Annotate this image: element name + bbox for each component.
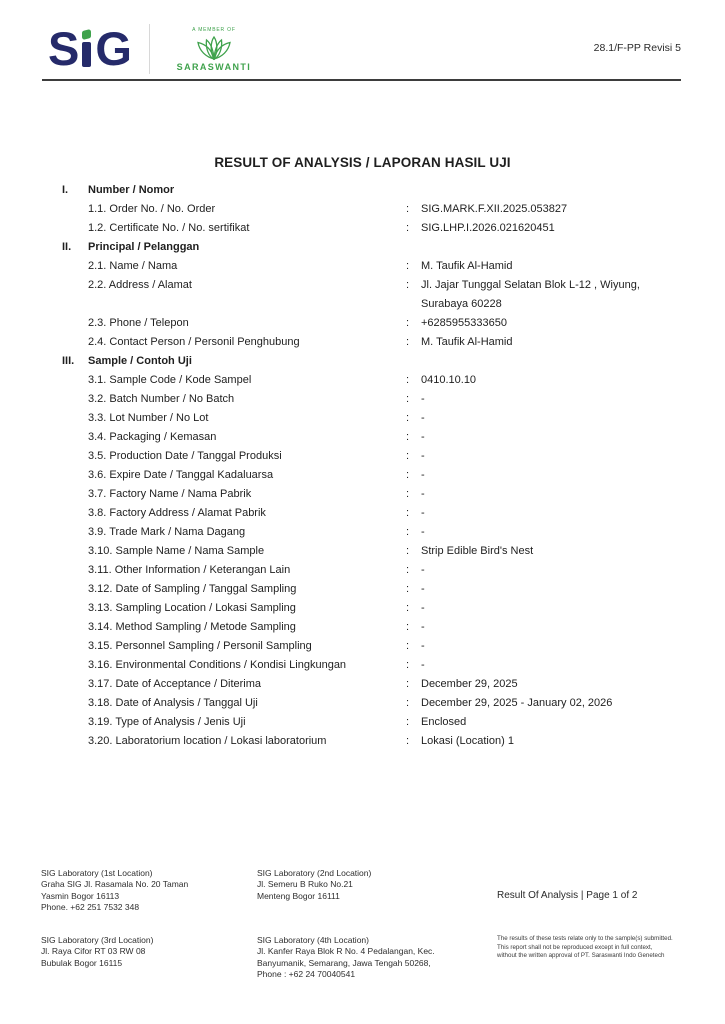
field-value: - [421, 621, 425, 633]
field-row [62, 200, 681, 219]
field-value: - [421, 469, 425, 481]
header-divider-line [42, 79, 681, 81]
field-value: - [421, 659, 425, 671]
lab-address-line: Graha SIG Jl. Rasamala No. 20 Taman [41, 879, 189, 890]
report-body [62, 181, 681, 751]
field-value: - [421, 450, 425, 462]
colon-separator: : [406, 488, 410, 500]
saraswanti-label: SARASWANTI [176, 61, 252, 72]
colon-separator: : [406, 279, 410, 291]
field-value: M. Taufik Al-Hamid [421, 260, 513, 272]
section-title: Number / Nomor [88, 184, 175, 196]
lab-name: SIG Laboratory (2nd Location) [257, 868, 372, 878]
field-row [62, 561, 681, 580]
report-title: RESULT OF ANALYSIS / LAPORAN HASIL UJI [214, 155, 511, 170]
sig-logo-letter-g: G [95, 22, 131, 75]
field-value: - [421, 488, 425, 500]
colon-separator: : [406, 393, 410, 405]
lab-address-3 [41, 935, 153, 969]
section-numeral: I. [62, 184, 69, 196]
section-header-number [62, 181, 681, 200]
field-row [62, 257, 681, 276]
field-label: 3.16. Environmental Conditions / Kondisi Lingkungan [88, 659, 347, 671]
colon-separator: : [406, 678, 410, 690]
lab-address-line: Phone : +62 24 70040541 [257, 969, 356, 980]
section-header-principal [62, 238, 681, 257]
field-value: Jl. Jajar Tunggal Selatan Blok L-12 , Wiyung, Surabaya 60228 [421, 279, 640, 310]
field-label: 3.15. Personnel Sampling / Personil Sampling [88, 640, 312, 652]
field-label: 3.19. Type of Analysis / Jenis Uji [88, 716, 246, 728]
field-row [62, 732, 681, 751]
field-label: 3.20. Laboratorium location / Lokasi laboratorium [88, 735, 327, 747]
field-label: 2.1. Name / Nama [88, 260, 178, 272]
colon-separator: : [406, 374, 410, 386]
section-header-sample [62, 352, 681, 371]
lab-address-line: Jl. Kanfer Raya Blok R No. 4 Pedalangan, Kec. [257, 946, 435, 957]
member-of-label: A MEMBER OF [192, 26, 236, 33]
lab-address-line: Banyumanik, Semarang, Jawa Tengah 50268, [257, 957, 431, 968]
colon-separator: : [406, 583, 410, 595]
field-value: - [421, 640, 425, 652]
field-row [62, 390, 681, 409]
field-row [62, 523, 681, 542]
lab-address-line: Phone. +62 251 7532 348 [41, 902, 140, 913]
colon-separator: : [406, 203, 410, 215]
field-row [62, 504, 681, 523]
colon-separator: : [406, 469, 410, 481]
field-row [62, 428, 681, 447]
field-row [62, 599, 681, 618]
field-label: 3.10. Sample Name / Nama Sample [88, 545, 265, 557]
field-label: 3.6. Expire Date / Tanggal Kadaluarsa [88, 469, 274, 481]
field-value: Strip Edible Bird's Nest [421, 545, 534, 557]
field-value: SIG.LHP.I.2026.021620451 [421, 222, 555, 234]
colon-separator: : [406, 659, 410, 671]
colon-separator: : [406, 507, 410, 519]
field-value: December 29, 2025 - January 02, 2026 [421, 697, 613, 709]
sig-logo [48, 22, 131, 75]
field-label: 2.4. Contact Person / Personil Penghubung [88, 336, 300, 348]
field-value: - [421, 526, 425, 538]
lab-name: SIG Laboratory (1st Location) [41, 868, 153, 878]
field-label: 3.5. Production Date / Tanggal Produksi [88, 450, 282, 462]
field-label: 1.1. Order No. / No. Order [88, 203, 216, 215]
lotus-leaf-icon [195, 34, 233, 61]
colon-separator: : [406, 545, 410, 557]
field-label: 2.2. Address / Alamat [88, 279, 192, 291]
field-label: 3.12. Date of Sampling / Tanggal Sampling [88, 583, 297, 595]
field-value: Enclosed [421, 716, 467, 728]
field-row [62, 333, 681, 352]
disclaimer-line: The results of these tests relate only to the sample(s) submitted. [497, 935, 673, 942]
lab-name: SIG Laboratory (4th Location) [257, 935, 369, 945]
lab-address-line: Jl. Raya Cifor RT 03 RW 08 [41, 946, 146, 957]
logo-divider [149, 24, 150, 74]
field-label: 3.9. Trade Mark / Nama Dagang [88, 526, 246, 538]
field-row [62, 447, 681, 466]
field-row [62, 485, 681, 504]
field-row [62, 675, 681, 694]
field-value: - [421, 393, 425, 405]
colon-separator: : [406, 697, 410, 709]
field-label: 3.14. Method Sampling / Metode Sampling [88, 621, 296, 633]
field-row [62, 371, 681, 390]
field-row [62, 542, 681, 561]
field-value: - [421, 602, 425, 614]
logo-row [42, 24, 262, 74]
sig-logo-letter-s: S [48, 22, 79, 75]
colon-separator: : [406, 716, 410, 728]
field-value: - [421, 583, 425, 595]
field-label: 3.7. Factory Name / Nama Pabrik [88, 488, 252, 500]
colon-separator: : [406, 564, 410, 576]
colon-separator: : [406, 431, 410, 443]
disclaimer-text [497, 935, 687, 961]
colon-separator: : [406, 735, 410, 747]
colon-separator: : [406, 317, 410, 329]
field-value: M. Taufik Al-Hamid [421, 336, 513, 348]
lab-name: SIG Laboratory (3rd Location) [41, 935, 154, 945]
field-value: - [421, 412, 425, 424]
saraswanti-logo [166, 27, 262, 72]
field-value: - [421, 431, 425, 443]
lab-address-line: Bubulak Bogor 16115 [41, 957, 123, 968]
field-row [62, 713, 681, 732]
document-number: 28.1/F-PP Revisi 5 [593, 42, 681, 54]
field-row [62, 466, 681, 485]
field-row [62, 580, 681, 599]
field-label: 1.2. Certificate No. / No. sertifikat [88, 222, 250, 234]
field-value: - [421, 564, 425, 576]
colon-separator: : [406, 640, 410, 652]
colon-separator: : [406, 526, 410, 538]
field-label: 3.8. Factory Address / Alamat Pabrik [88, 507, 266, 519]
colon-separator: : [406, 450, 410, 462]
field-row [62, 276, 681, 314]
section-numeral: II. [62, 241, 72, 253]
field-value: Lokasi (Location) 1 [421, 735, 514, 747]
section-title: Sample / Contoh Uji [88, 355, 192, 367]
sig-logo-i-leaf-icon [82, 42, 91, 67]
field-row [62, 314, 681, 333]
field-row [62, 694, 681, 713]
lab-address-line: Jl. Semeru B Ruko No.21 [257, 879, 353, 890]
colon-separator: : [406, 260, 410, 272]
lab-address-line: Menteng Bogor 16111 [257, 890, 340, 901]
colon-separator: : [406, 602, 410, 614]
field-label: 3.4. Packaging / Kemasan [88, 431, 217, 443]
section-title: Principal / Pelanggan [88, 241, 200, 253]
field-row [62, 637, 681, 656]
disclaimer-line: without the written approval of PT. Saraswanti Indo Genetech [497, 952, 665, 960]
lab-address-line: Yasmin Bogor 16113 [41, 890, 120, 901]
field-label: 3.11. Other Information / Keterangan Lain [88, 564, 291, 576]
lab-address-4 [257, 935, 435, 981]
field-row [62, 618, 681, 637]
field-label: 3.13. Sampling Location / Lokasi Sampling [88, 602, 296, 614]
colon-separator: : [406, 621, 410, 633]
field-row [62, 656, 681, 675]
page-header [42, 0, 681, 79]
disclaimer-line: This report shall not be reproduced except in full context, [497, 943, 653, 951]
field-row [62, 219, 681, 238]
field-label: 3.2. Batch Number / No Batch [88, 393, 235, 405]
field-label: 3.1. Sample Code / Kode Sampel [88, 374, 252, 386]
colon-separator: : [406, 222, 410, 234]
field-label: 3.18. Date of Analysis / Tanggal Uji [88, 697, 258, 709]
field-value: 0410.10.10 [421, 374, 477, 386]
field-label: 3.17. Date of Acceptance / Diterima [88, 678, 262, 690]
field-value: +6285955333650 [421, 317, 507, 329]
field-label: 2.3. Phone / Telepon [88, 317, 189, 329]
section-numeral: III. [62, 355, 75, 367]
colon-separator: : [406, 412, 410, 424]
field-value: December 29, 2025 [421, 678, 518, 690]
colon-separator: : [406, 336, 410, 348]
page-indicator: Result Of Analysis | Page 1 of 2 [497, 890, 638, 901]
lab-address-2 [257, 868, 371, 902]
field-value: - [421, 507, 425, 519]
field-value: SIG.MARK.F.XII.2025.053827 [421, 203, 568, 215]
lab-address-1 [41, 868, 188, 914]
field-row [62, 409, 681, 428]
field-label: 3.3. Lot Number / No Lot [88, 412, 209, 424]
